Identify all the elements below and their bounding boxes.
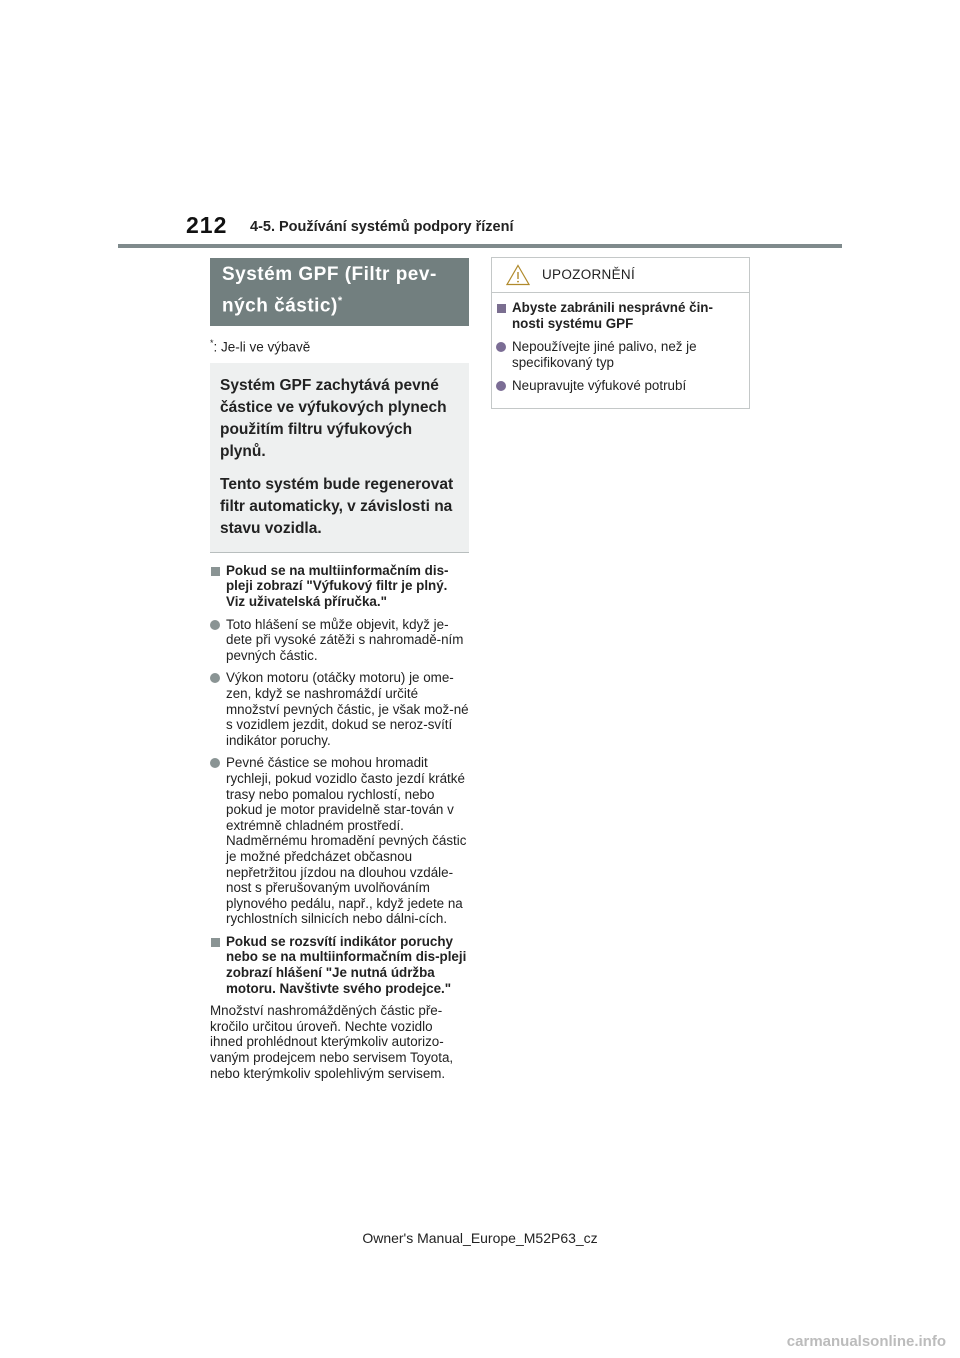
warning-header: [492, 258, 749, 293]
footer-text: Owner's Manual_Europe_M52P63_cz: [362, 1230, 598, 1246]
warning-bullet: [496, 339, 739, 370]
bullet-item: [210, 755, 469, 927]
subheading-text: Pokud se na multiinformačním dis-pleji zobrazí "Výfukový filtr je plný. Viz uživatelská příručka.": [226, 562, 449, 610]
square-bullet-icon: [211, 938, 220, 947]
footnote-asterisk: *: [210, 338, 214, 349]
warning-bullet-text: Neupravujte výfukové potrubí: [512, 378, 687, 394]
title-asterisk: *: [337, 295, 343, 307]
footnote: [210, 338, 469, 355]
paragraph: Množství nashromážděných částic pře-kročilo určitou úroveň. Nechte vozidlo ihned prohlédnout kterýmkoliv autorizo-vaným prodejcem nebo servisem Toyota, nebo kterýmkoliv spolehlivým servisem.: [210, 1003, 454, 1081]
left-column: [210, 258, 469, 1087]
intro-paragraph-2: Tento systém bude regenerovat filtr automaticky, v závislosti na stavu vozidla.: [220, 475, 454, 537]
round-bullet-icon: [496, 381, 506, 391]
bullet-item: [210, 670, 469, 748]
intro-paragraph-1: Systém GPF zachytává pevné částice ve výfukových plynech použitím filtru výfukových plynů.: [220, 376, 447, 460]
bullet-item: [210, 617, 469, 664]
subheading-malfunction: [210, 934, 469, 996]
subheading-exhaust-full: [210, 563, 469, 610]
section-title-line2: ných částic): [222, 295, 338, 317]
warning-bullet: [496, 378, 739, 394]
watermark: carmanualsonline.info: [786, 1333, 946, 1350]
intro-box: [210, 363, 469, 553]
warning-subheading-text: Abyste zabránili nesprávné čin-nosti systému GPF: [512, 300, 713, 331]
warning-subheading: [496, 300, 739, 331]
warning-box: [491, 257, 750, 409]
round-bullet-icon: [210, 758, 220, 768]
header-rule: [118, 244, 842, 248]
round-bullet-icon: [210, 673, 220, 683]
section-title-line1: Systém GPF (Filtr pev-: [222, 264, 437, 285]
warning-label: UPOZORNĚNÍ: [542, 267, 636, 282]
round-bullet-icon: [496, 342, 506, 352]
page-number: 212: [186, 212, 228, 238]
warning-bullet-text: Nepoužívejte jiné palivo, než je specifikovaný typ: [512, 339, 697, 370]
bullet-text: Výkon motoru (otáčky motoru) je ome-zen, když se nashromáždí určité množství pevných částic, je však mož-né s vozidlem jezdit, dokud se neroz-svítí indikátor poruchy.: [226, 670, 469, 748]
round-bullet-icon: [210, 620, 220, 630]
square-bullet-icon: [211, 567, 220, 576]
chapter-title: 4-5. Používání systémů podpory řízení: [250, 219, 514, 235]
square-bullet-icon: [497, 304, 506, 313]
bullet-text: Toto hlášení se může objevit, když je-dete při vysoké zátěži s nahromadě-ním pevných částic.: [226, 616, 464, 663]
warning-body: [492, 293, 749, 394]
subheading-text: Pokud se rozsvítí indikátor poruchy nebo se na multiinformačním dis-pleji zobrazí hlášení "Je nutná údržba motoru. Navštivte svého prodejce.": [226, 933, 467, 996]
body-content: [210, 563, 469, 1081]
bullet-text: Pevné částice se mohou hromadit rychleji, pokud vozidlo často jezdí krátké trasy nebo pomalou rychlostí, nebo pokud je motor pravidelně star-tován v extrémně chladném prostředí. Nadměrnému hromadění pevných částic je možné předcházet občasnou nepřetržitou jízdou na dlouhou vzdále-nost s přerušovaným uvolňováním plynového pedálu, např., když jedete na rychlostních silnicích nebo dálni-cích.: [226, 755, 467, 927]
section-title: [210, 258, 469, 326]
footnote-text: : Je-li ve výbavě: [213, 339, 311, 355]
warning-triangle-icon: [506, 264, 530, 286]
